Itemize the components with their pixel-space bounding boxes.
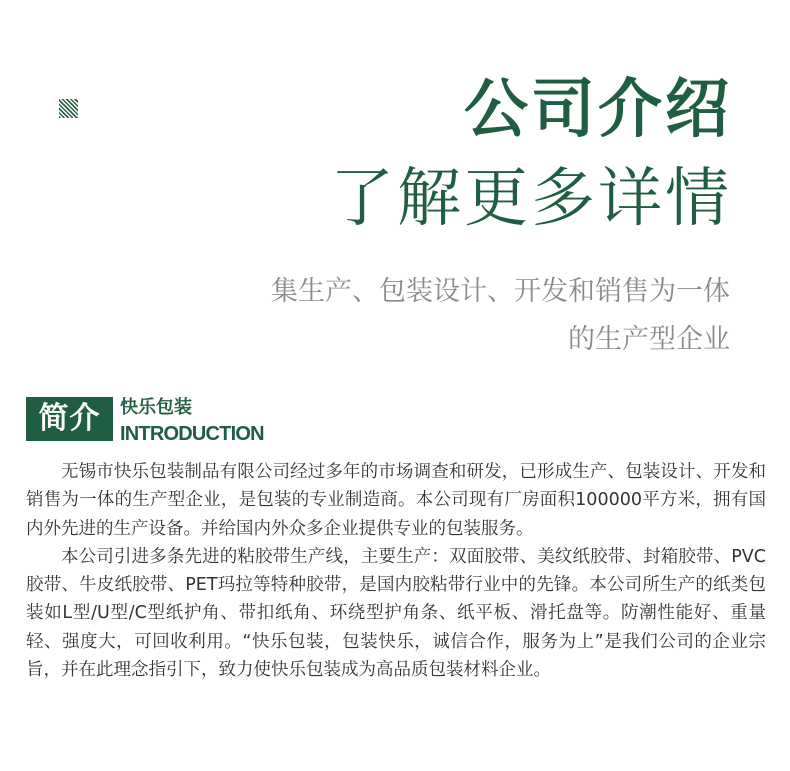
section-badge: 简介	[26, 397, 113, 441]
decorative-hatched-square-icon	[59, 99, 78, 118]
intro-body	[26, 458, 766, 684]
tagline	[170, 268, 730, 364]
intro-paragraph-1: 无锡市快乐包装制品有限公司经过多年的市场调查和研发，已形成生产、包装设计、开发和销售为一体的生产型企业，是包装的专业制造商。本公司现有厂房面积100000平方米，拥有国内外先进的生产设备。并给国内外众多企业提供专业的包装服务。	[26, 462, 766, 539]
tagline-line-2: 的生产型企业	[568, 324, 730, 355]
section-label-en: INTRODUCTION	[120, 423, 264, 445]
page-title: 公司介绍	[464, 73, 732, 147]
intro-paragraph-2: 本公司引进多条先进的粘胶带生产线，主要生产：双面胶带、美纹纸胶带、封箱胶带、PVC胶带、牛皮纸胶带、PET玛拉等特种胶带，是国内胶粘带行业中的先锋。本公司所生产的纸类包装如L型/U型/C型纸护角、带扣纸角、环绕型护角条、纸平板、滑托盘等。防潮性能好、重量轻、强度大，可回收利用。“快乐包装，包装快乐，诚信合作，服务为上”是我们公司的企业宗旨，并在此理念指引下，致力使快乐包装成为高品质包装材料企业。	[26, 546, 766, 681]
tagline-line-1: 集生产、包装设计、开发和销售为一体	[271, 276, 730, 307]
section-label-cn: 快乐包装	[120, 397, 192, 418]
page-subtitle: 了解更多详情	[330, 162, 732, 236]
